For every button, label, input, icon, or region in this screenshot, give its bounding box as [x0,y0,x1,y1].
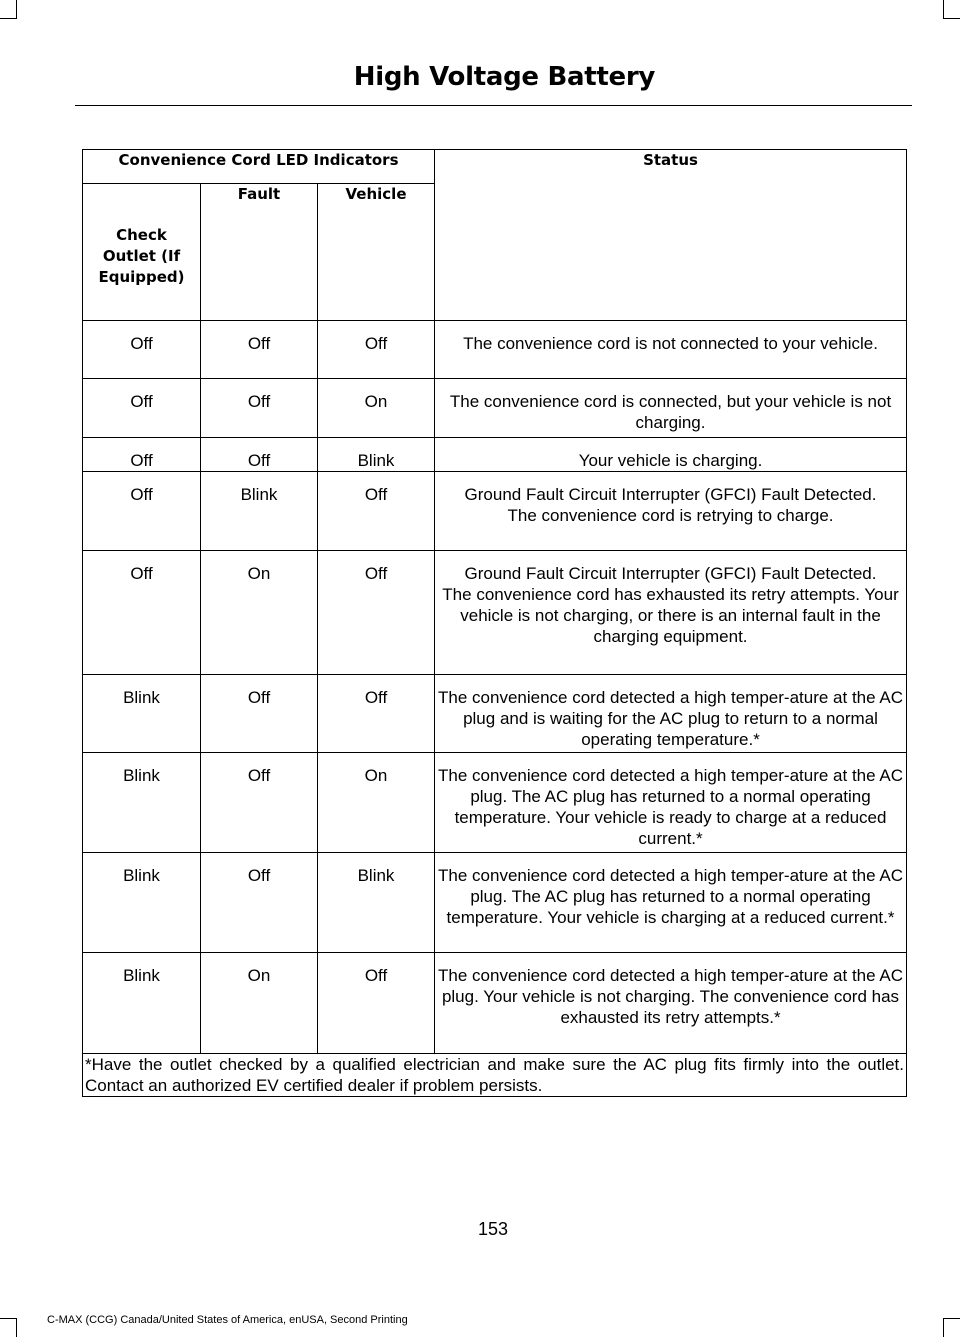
table-row [83,472,907,551]
fault-cell: Off [201,321,318,379]
page-number: 153 [477,1219,509,1239]
status-text: The convenience cord is not connected to your vehicle. [463,334,878,353]
vehicle-cell: Blink [318,853,435,953]
status-text: Ground Fault Circuit Interrupter (GFCI) Fault Detected. [464,564,877,583]
header-rule [75,105,912,106]
vehicle-cell: Blink [318,438,435,472]
status-text: Your vehicle is charging. [578,451,763,470]
status-cell [435,472,907,551]
table-row [83,675,907,753]
vehicle-header: Vehicle [318,184,435,321]
crop-mark [16,1318,17,1337]
fault-header: Fault [201,184,318,321]
check-outlet-header [83,184,201,321]
status-cell [435,321,907,379]
table-row [83,379,907,438]
crop-mark [0,1318,17,1319]
table-footnote: *Have the outlet checked by a qualified electrician and make sure the AC plug fits firmly into the outlet. Contact an authorized EV certified dealer if problem persists. [83,1054,907,1097]
crop-mark [943,0,944,19]
table-row [83,321,907,379]
led-indicator-table [82,149,907,1097]
check-outlet-cell: Off [83,472,201,551]
vehicle-cell: Off [318,321,435,379]
status-text: The convenience cord is retrying to charge. [507,506,834,525]
status-cell [435,675,907,753]
table-row [83,853,907,953]
check-outlet-cell: Off [83,438,201,472]
vehicle-cell: Off [318,551,435,675]
check-outlet-cell: Off [83,321,201,379]
status-cell [435,438,907,472]
check-outlet-label: Check Outlet (If Equipped) [98,226,185,286]
fault-cell: Off [201,675,318,753]
vehicle-cell: Off [318,675,435,753]
check-outlet-cell: Off [83,551,201,675]
fault-cell: On [201,551,318,675]
check-outlet-cell: Blink [83,853,201,953]
check-outlet-cell: Blink [83,675,201,753]
status-text: The convenience cord is connected, but your vehicle is not charging. [449,392,892,432]
status-cell [435,853,907,953]
vehicle-cell: Off [318,472,435,551]
crop-mark [16,0,17,19]
status-text: The convenience cord detected a high temper-ature at the AC plug. Your vehicle is not charging. The convenience cord has exhausted its retry attempts.* [438,966,903,1027]
crop-mark [943,1318,960,1319]
check-outlet-cell: Off [83,379,201,438]
table-row [83,953,907,1054]
fault-cell: On [201,953,318,1054]
fault-cell: Off [201,753,318,853]
crop-mark [943,1318,944,1337]
led-indicators-header: Convenience Cord LED Indicators [83,150,435,184]
fault-cell: Blink [201,472,318,551]
status-text: Ground Fault Circuit Interrupter (GFCI) Fault Detected. [464,485,877,504]
status-header: Status [435,150,907,321]
fault-cell: Off [201,438,318,472]
page-title: High Voltage Battery [353,62,655,92]
footer-text: C-MAX (CCG) Canada/United States of America, enUSA, Second Printing [47,1314,408,1326]
vehicle-cell: On [318,753,435,853]
fault-cell: Off [201,853,318,953]
fault-cell: Off [201,379,318,438]
status-text: The convenience cord detected a high temper-ature at the AC plug. The AC plug has returned to a normal operating temperature. Your vehicle is ready to charge at a reduced current.* [438,766,903,848]
status-text: The convenience cord detected a high temper-ature at the AC plug and is waiting for the AC plug to return to a normal operating temperature.* [438,688,903,749]
crop-mark [0,18,17,19]
table-row [83,551,907,675]
table-row [83,753,907,853]
status-cell [435,551,907,675]
vehicle-cell: Off [318,953,435,1054]
check-outlet-cell: Blink [83,953,201,1054]
status-text: The convenience cord detected a high temper-ature at the AC plug. The AC plug has returned to a normal operating temperature. Your vehicle is charging at a reduced current.* [438,866,903,927]
status-cell [435,753,907,853]
status-text: The convenience cord has exhausted its retry attempts. Your vehicle is not charging, or there is an internal fault in the charging equipment. [442,585,899,646]
status-cell [435,379,907,438]
check-outlet-cell: Blink [83,753,201,853]
crop-mark [943,18,960,19]
table-row [83,438,907,472]
status-cell [435,953,907,1054]
vehicle-cell: On [318,379,435,438]
